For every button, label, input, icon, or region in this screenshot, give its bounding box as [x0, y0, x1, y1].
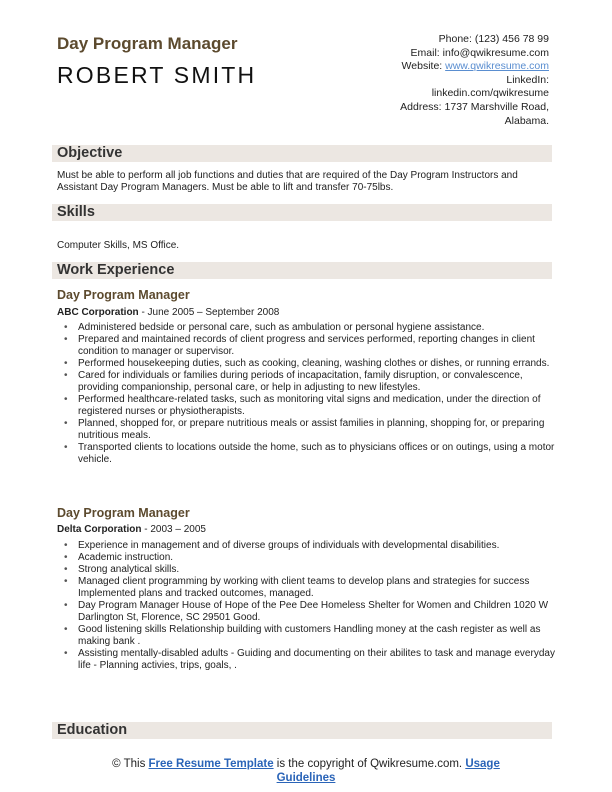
job-company-line — [57, 524, 206, 535]
section-work-experience — [52, 262, 552, 279]
list-item: • Day Program Manager House of Hope of the Pee Dee Homeless Shelter for Women and Children 1020 W Darlington St, Florence, SC 29501 Good. — [62, 600, 556, 624]
skills-text: Computer Skills, MS Office. — [57, 240, 180, 251]
list-item: • Cared for individuals or families during periods of incapacitation, family disruption, or convalescence, providing companionship, personal care, or help in adjusting to new lifestyles. — [62, 370, 556, 394]
resume-job-title: Day Program Manager — [57, 34, 238, 53]
company-name: ABC Corporation — [57, 307, 139, 318]
job-dates: - June 2005 – September 2008 — [138, 307, 280, 318]
list-item: • Assisting mentally-disabled adults - Guiding and documenting on their abilites to task and manage everyday life - Planning activies, trips, goals, . — [62, 648, 556, 672]
usage-guidelines-link[interactable]: Usage — [465, 758, 500, 770]
job-title: Day Program Manager — [57, 506, 190, 520]
contact-address: Address: 1737 Marshville Road, — [400, 100, 549, 113]
list-item: • Transported clients to locations outside the home, such as to physicians offices or on outings, using a motor vehicle. — [62, 442, 556, 466]
list-item: • Good listening skills Relationship building with customers Handling money at the cash register as well as making bank . — [62, 624, 556, 648]
list-item: • Academic instruction. — [62, 552, 556, 564]
contact-website: Website: www.qwikresume.com — [401, 60, 549, 73]
contact-linkedin: linkedin.com/qwikresume — [431, 87, 549, 100]
list-item: • Managed client programming by working with client teams to develop plans and strategies for success Implemented plans and tracked outcomes, managed. — [62, 576, 556, 600]
list-item: • Prepared and maintained records of client progress and services performed, reporting changes in client condition to manager or supervisor. — [62, 334, 556, 358]
job-bullets — [62, 540, 556, 672]
contact-email: Email: info@qwikresume.com — [410, 46, 549, 59]
website-link[interactable]: www.qwikresume.com — [445, 60, 549, 73]
contact-linkedin-label: LinkedIn: — [506, 73, 549, 86]
candidate-name: ROBERT SMITH — [57, 62, 257, 88]
section-heading: Work Experience — [57, 262, 175, 278]
list-item: • Performed housekeeping duties, such as cooking, cleaning, washing clothes or dishes, or running errands. — [62, 358, 556, 370]
section-heading: Skills — [57, 204, 95, 220]
list-item: • Experience in management and of diverse groups of individuals with developmental disabilities. — [62, 540, 556, 552]
job-title: Day Program Manager — [57, 288, 190, 302]
section-education — [52, 722, 552, 739]
contact-address-line2: Alabama. — [504, 114, 549, 127]
contact-phone: Phone: (123) 456 78 99 — [438, 33, 549, 45]
contact-block — [309, 33, 549, 128]
usage-guidelines-link-cont[interactable]: Guidelines — [276, 772, 336, 784]
free-resume-template-link[interactable]: Free Resume Template — [148, 758, 274, 770]
list-item: • Performed healthcare-related tasks, such as monitoring vital signs and medication, under the direction of registered nurses or physiotherapists. — [62, 394, 556, 418]
company-name: Delta Corporation — [57, 524, 142, 535]
job-bullets — [62, 322, 556, 466]
copyright-footer: © This Free Resume Template is the copyright of Qwikresume.com. Usage Guidelines — [112, 758, 500, 784]
section-heading: Objective — [57, 145, 123, 161]
list-item: • Planned, shopped for, or prepare nutritious meals or assist families in planning, shopping for, or preparing nutritious meals. — [62, 418, 556, 442]
section-heading: Education — [57, 722, 128, 738]
job-company-line — [57, 307, 279, 318]
section-objective — [52, 145, 552, 162]
list-item: • Administered bedside or personal care, such as ambulation or personal hygiene assistance. — [62, 322, 556, 334]
objective-text: Must be able to perform all job functions and duties that are required of the Day Program Instructors and Assistant Day Program Managers. Must be able to lift and transfer 70-75lbs. — [57, 170, 518, 193]
section-skills — [52, 204, 552, 221]
job-dates: - 2003 – 2005 — [141, 524, 206, 535]
list-item: • Strong analytical skills. — [62, 564, 556, 576]
